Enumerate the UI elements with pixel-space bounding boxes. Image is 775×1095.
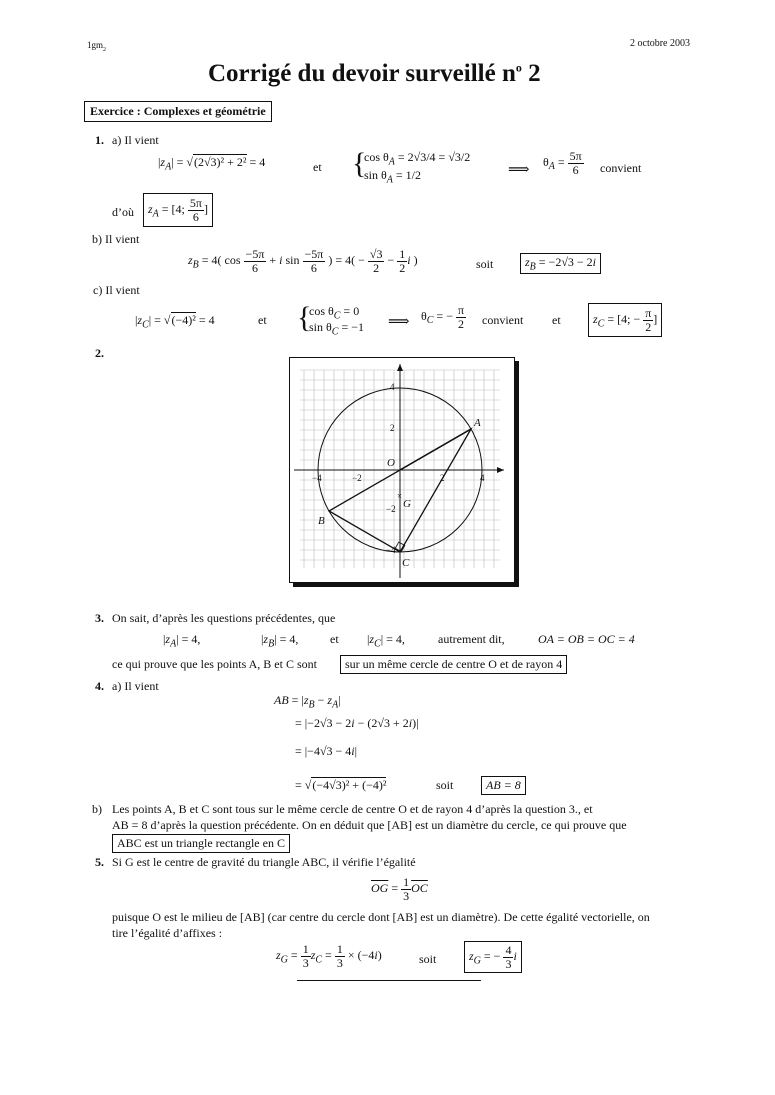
point-O-label: O [387, 457, 395, 469]
implies-arrow: ⟹ [508, 162, 530, 178]
q1c-et: et [258, 313, 267, 327]
q1a-label: a) Il vient [112, 133, 159, 147]
q3-boxed: sur un même cercle de centre O et de rayon 4 [340, 655, 567, 674]
q5-affix-eq: $z_G$ = $\frac{1}{3}$ $z_C$ = $\frac{1}{3}$ × (−4i) [276, 942, 382, 970]
q4b-text2: AB = 8 d’après la question précédente. On en déduit que [AB] est un diamètre du cercle, ce qui prouve que [112, 818, 627, 832]
tick-y-neg4: −4 [386, 545, 396, 555]
header-date: 2 octobre 2003 [630, 38, 690, 49]
tick-x-4: 4 [480, 473, 485, 483]
q4-line1: AB = $|z_B - z_A|$ [274, 693, 341, 711]
q1c-theta: $\theta_C$ = − $\frac{\pi}{2}$ [421, 303, 465, 331]
q1a-et: et [313, 160, 322, 174]
q5-vector-eq: $\overline{OG}$ = $\frac{1}{3}$ $\overline{OC}$ [371, 875, 428, 903]
q1b-soit: soit [476, 257, 494, 271]
q1a-convient: convient [600, 161, 642, 175]
q3-number: 3. [95, 611, 104, 625]
q1c-convient: convient [482, 313, 524, 327]
q1a-modulus: $|z_A| = √(2√3)^2 + 2^2 = 4$ [158, 155, 266, 173]
q5-number: 5. [95, 855, 104, 869]
q3-et: et [330, 632, 339, 646]
figure-frame [289, 357, 515, 583]
point-G-marker: × [397, 491, 403, 501]
tick-y-4: 4 [390, 382, 395, 392]
q4-number: 4. [95, 679, 104, 693]
q3-autrement: autrement dit, [438, 632, 505, 646]
q3-zC: $|z_C| = 4$, [367, 632, 405, 650]
q3-equalities: OA = OB = OC = 4 [538, 632, 635, 646]
tick-x-2: 2 [440, 473, 445, 483]
q3-text: On sait, d’après les questions précédentes, que [112, 611, 336, 625]
header-left: $1gm_2$ [87, 40, 107, 53]
end-rule [297, 980, 481, 981]
q5-text2: puisque O est le milieu de [AB] (car centre du cercle dont [AB] est un diamètre). De cette égalité vectorielle, on [112, 910, 650, 924]
q2-number: 2. [95, 346, 104, 360]
q4b-boxed: ABC est un triangle rectangle en C [112, 834, 290, 853]
q5-text1: Si G est le centre de gravité du triangle ABC, il vérifie l’égalité [112, 855, 416, 869]
q4-line2: = |−2√3 − 2i − (2√3 + 2i)| [295, 716, 419, 730]
tick-x-neg2: −2 [352, 473, 362, 483]
result-zB: $z_B = -2√3 - 2i$ [520, 253, 601, 274]
q4-line4: = √(−4√3)² + (−4)² [295, 778, 387, 792]
q4b-text1: Les points A, B et C sont tous sur le même cercle de centre O et de rayon 4 d’après la question 3., et [112, 802, 593, 816]
q4-soit: soit [436, 778, 454, 792]
q4b-label: b) [92, 802, 102, 816]
q1b-expr: $z_B = 4$( cos $\frac{-5\pi}{6}$ + i sin $\frac{-5\pi}{6}$ ) = 4( − $\frac{√3}{2}$ − $\frac{1}{2}$ i ) [188, 247, 418, 275]
tick-y-neg2: −2 [386, 504, 396, 514]
q4a-label: a) Il vient [112, 679, 159, 693]
point-G-label: G [403, 498, 411, 510]
q3-zB: $|z_B| = 4$, [261, 632, 299, 650]
q1c-label: c) Il vient [93, 283, 140, 297]
q1a-dou: d’où [112, 205, 134, 219]
point-C-label: C [402, 557, 410, 569]
q1-number: 1. [95, 133, 104, 147]
q3-zA: $|z_A| = 4$, [163, 632, 201, 650]
page-title: Corrigé du devoir surveillé $n^o$ 2 [208, 60, 541, 87]
q1c-modulus: $|z_C| = √(-4)^2 = 4$ [135, 313, 215, 331]
tick-x-neg4: −4 [312, 473, 322, 483]
implies-arrow-2: ⟹ [388, 314, 410, 330]
q1c-et2: et [552, 313, 561, 327]
q5-text3: tire l’égalité d’affixes : [112, 926, 223, 940]
result-zA: $z_A = [4$; $\frac{5\pi}{6}$ ] [143, 193, 213, 227]
point-B-label: B [318, 515, 325, 527]
q3-concl: ce qui prouve que les points A, B et C sont [112, 657, 317, 671]
tick-y-2: 2 [390, 423, 395, 433]
point-A-label: A [474, 417, 481, 429]
q1b-label: b) Il vient [92, 232, 140, 246]
q1a-theta: $\theta_A$ = $\frac{5\pi}{6}$ [543, 149, 582, 177]
q4-result: AB = 8 [481, 776, 526, 795]
q4-line3: = |−4√3 − 4i| [295, 744, 358, 758]
q5-result: $z_G$ = − $\frac{4}{3}$ i [464, 941, 522, 973]
result-zC: $z_C = [4$; − $\frac{\pi}{2}$ ] [588, 303, 662, 337]
section-heading: Exercice : Complexes et géométrie [84, 101, 272, 122]
figure-plot [290, 358, 514, 582]
q5-soit: soit [419, 952, 437, 966]
